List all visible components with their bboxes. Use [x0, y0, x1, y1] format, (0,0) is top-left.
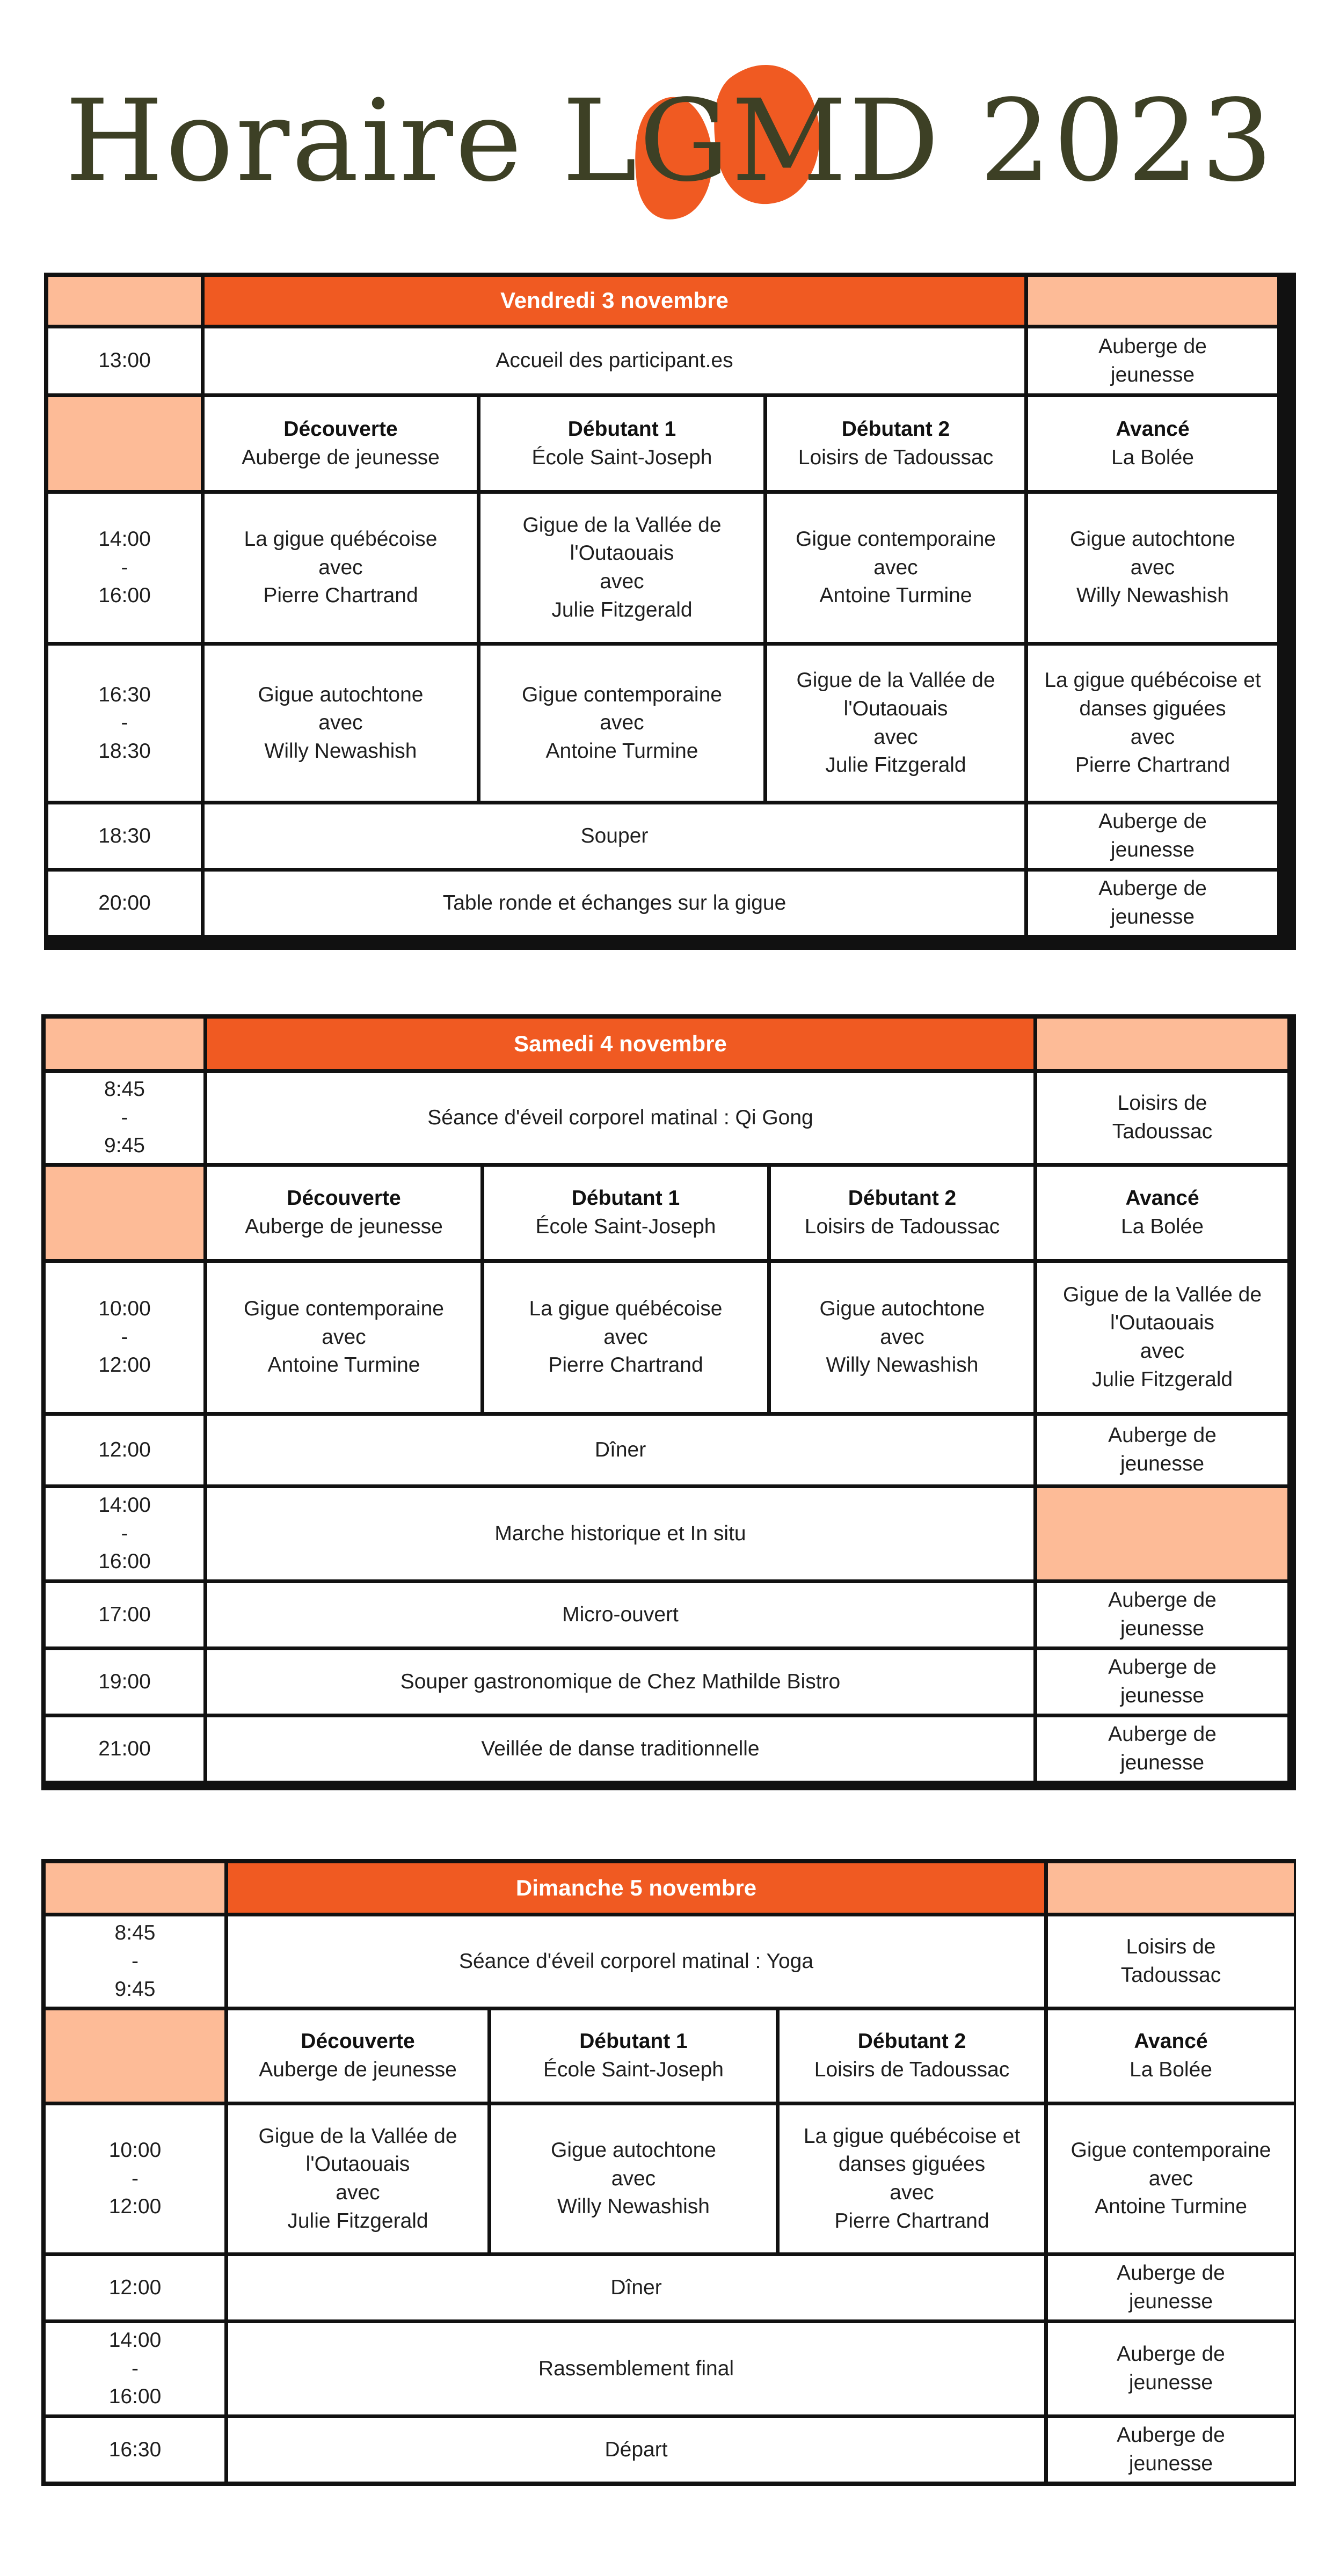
session-cell: Gigue contemporaine avec Antoine Turmine — [767, 494, 1024, 642]
level-header-decouverte: Découverte Auberge de jeunesse — [228, 2010, 487, 2102]
activity-cell: Micro-ouvert — [207, 1583, 1033, 1646]
activity-cell: Séance d'éveil corporel matinal : Yoga — [228, 1916, 1044, 2007]
place-cell: Auberge de jeunesse — [1037, 1717, 1287, 1781]
place-cell: Auberge de jeunesse — [1028, 804, 1277, 868]
activity-cell: Dîner — [228, 2256, 1044, 2319]
session-cell: Gigue de la Vallée de l'Outaouais avec Julie Fitzgerald — [1037, 1263, 1287, 1412]
time-cell: 14:00 - 16:00 — [46, 1488, 203, 1579]
time-cell: 12:00 — [46, 2256, 224, 2319]
day-2-table — [41, 1014, 1296, 1790]
header — [0, 48, 1340, 209]
corner-cell — [48, 397, 201, 490]
level-header-debutant-1: Débutant 1 École Saint-Joseph — [484, 1167, 767, 1259]
corner-cell — [1048, 1863, 1294, 1913]
session-cell: La gigue québécoise et danses giguées avec Pierre Chartrand — [1028, 646, 1277, 801]
corner-cell — [46, 1019, 203, 1069]
activity-cell: Rassemblement final — [228, 2323, 1044, 2414]
activity-cell: Souper gastronomique de Chez Mathilde Bistro — [207, 1650, 1033, 1714]
place-cell — [1037, 1488, 1287, 1579]
session-cell: La gigue québécoise avec Pierre Chartrand — [484, 1263, 767, 1412]
level-header-avance: Avancé La Bolée — [1037, 1167, 1287, 1259]
level-header-debutant-2: Débutant 2 Loisirs de Tadoussac — [780, 2010, 1044, 2102]
place-cell: Auberge de jeunesse — [1048, 2418, 1294, 2482]
session-cell: Gigue autochtone avec Willy Newashish — [771, 1263, 1033, 1412]
activity-cell: Départ — [228, 2418, 1044, 2482]
session-cell: La gigue québécoise avec Pierre Chartrand — [205, 494, 477, 642]
page-title: Horaire LGMD 2023 — [65, 75, 1275, 207]
session-cell: Gigue de la Vallée de l'Outaouais avec Julie Fitzgerald — [767, 646, 1024, 801]
level-header-avance: Avancé La Bolée — [1048, 2010, 1294, 2102]
day-header: Samedi 4 novembre — [207, 1019, 1033, 1069]
session-cell: Gigue autochtone avec Willy Newashish — [1028, 494, 1277, 642]
place-cell: Loisirs de Tadoussac — [1048, 1916, 1294, 2007]
session-cell: Gigue contemporaine avec Antoine Turmine — [207, 1263, 480, 1412]
activity-cell: Dîner — [207, 1416, 1033, 1484]
time-cell: 10:00 - 12:00 — [46, 1263, 203, 1412]
day-1-table — [44, 273, 1296, 950]
time-cell: 19:00 — [46, 1650, 203, 1714]
activity-cell: Veillée de danse traditionnelle — [207, 1717, 1033, 1781]
time-cell: 14:00 - 16:00 — [46, 2323, 224, 2414]
activity-cell: Table ronde et échanges sur la gigue — [205, 872, 1024, 935]
day-header: Dimanche 5 novembre — [228, 1863, 1044, 1913]
time-cell: 16:30 - 18:30 — [48, 646, 201, 801]
level-header-decouverte: Découverte Auberge de jeunesse — [205, 397, 477, 490]
time-cell: 12:00 — [46, 1416, 203, 1484]
day-header: Vendredi 3 novembre — [205, 277, 1024, 325]
corner-cell — [46, 1167, 203, 1259]
time-cell: 16:30 — [46, 2418, 224, 2482]
level-header-decouverte: Découverte Auberge de jeunesse — [207, 1167, 480, 1259]
level-header-avance: Avancé La Bolée — [1028, 397, 1277, 490]
activity-cell: Marche historique et In situ — [207, 1488, 1033, 1579]
session-cell: Gigue autochtone avec Willy Newashish — [491, 2105, 776, 2252]
session-cell: Gigue autochtone avec Willy Newashish — [205, 646, 477, 801]
activity-cell: Séance d'éveil corporel matinal : Qi Gong — [207, 1073, 1033, 1163]
level-header-debutant-2: Débutant 2 Loisirs de Tadoussac — [771, 1167, 1033, 1259]
level-header-debutant-1: Débutant 1 École Saint-Joseph — [491, 2010, 776, 2102]
activity-cell: Accueil des participant.es — [205, 328, 1024, 393]
corner-cell — [1028, 277, 1277, 325]
place-cell: Auberge de jeunesse — [1028, 872, 1277, 935]
time-cell: 21:00 — [46, 1717, 203, 1781]
time-cell: 20:00 — [48, 872, 201, 935]
session-cell: Gigue contemporaine avec Antoine Turmine — [1048, 2105, 1294, 2252]
time-cell: 18:30 — [48, 804, 201, 868]
time-cell: 8:45 - 9:45 — [46, 1916, 224, 2007]
day-3-table — [41, 1859, 1296, 2486]
level-header-debutant-2: Débutant 2 Loisirs de Tadoussac — [767, 397, 1024, 490]
corner-cell — [1037, 1019, 1287, 1069]
time-cell: 8:45 - 9:45 — [46, 1073, 203, 1163]
level-header-debutant-1: Débutant 1 École Saint-Joseph — [480, 397, 763, 490]
place-cell: Auberge de jeunesse — [1048, 2256, 1294, 2319]
place-cell: Auberge de jeunesse — [1048, 2323, 1294, 2414]
place-cell: Loisirs de Tadoussac — [1037, 1073, 1287, 1163]
place-cell: Auberge de jeunesse — [1037, 1650, 1287, 1714]
time-cell: 17:00 — [46, 1583, 203, 1646]
corner-cell — [48, 277, 201, 325]
corner-cell — [46, 1863, 224, 1913]
time-cell: 14:00 - 16:00 — [48, 494, 201, 642]
time-cell: 13:00 — [48, 328, 201, 393]
session-cell: Gigue de la Vallée de l'Outaouais avec Julie Fitzgerald — [480, 494, 763, 642]
session-cell: Gigue contemporaine avec Antoine Turmine — [480, 646, 763, 801]
place-cell: Auberge de jeunesse — [1037, 1416, 1287, 1484]
place-cell: Auberge de jeunesse — [1037, 1583, 1287, 1646]
place-cell: Auberge de jeunesse — [1028, 328, 1277, 393]
corner-cell — [46, 2010, 224, 2102]
time-cell: 10:00 - 12:00 — [46, 2105, 224, 2252]
session-cell: Gigue de la Vallée de l'Outaouais avec Julie Fitzgerald — [228, 2105, 487, 2252]
activity-cell: Souper — [205, 804, 1024, 868]
session-cell: La gigue québécoise et danses giguées avec Pierre Chartrand — [780, 2105, 1044, 2252]
